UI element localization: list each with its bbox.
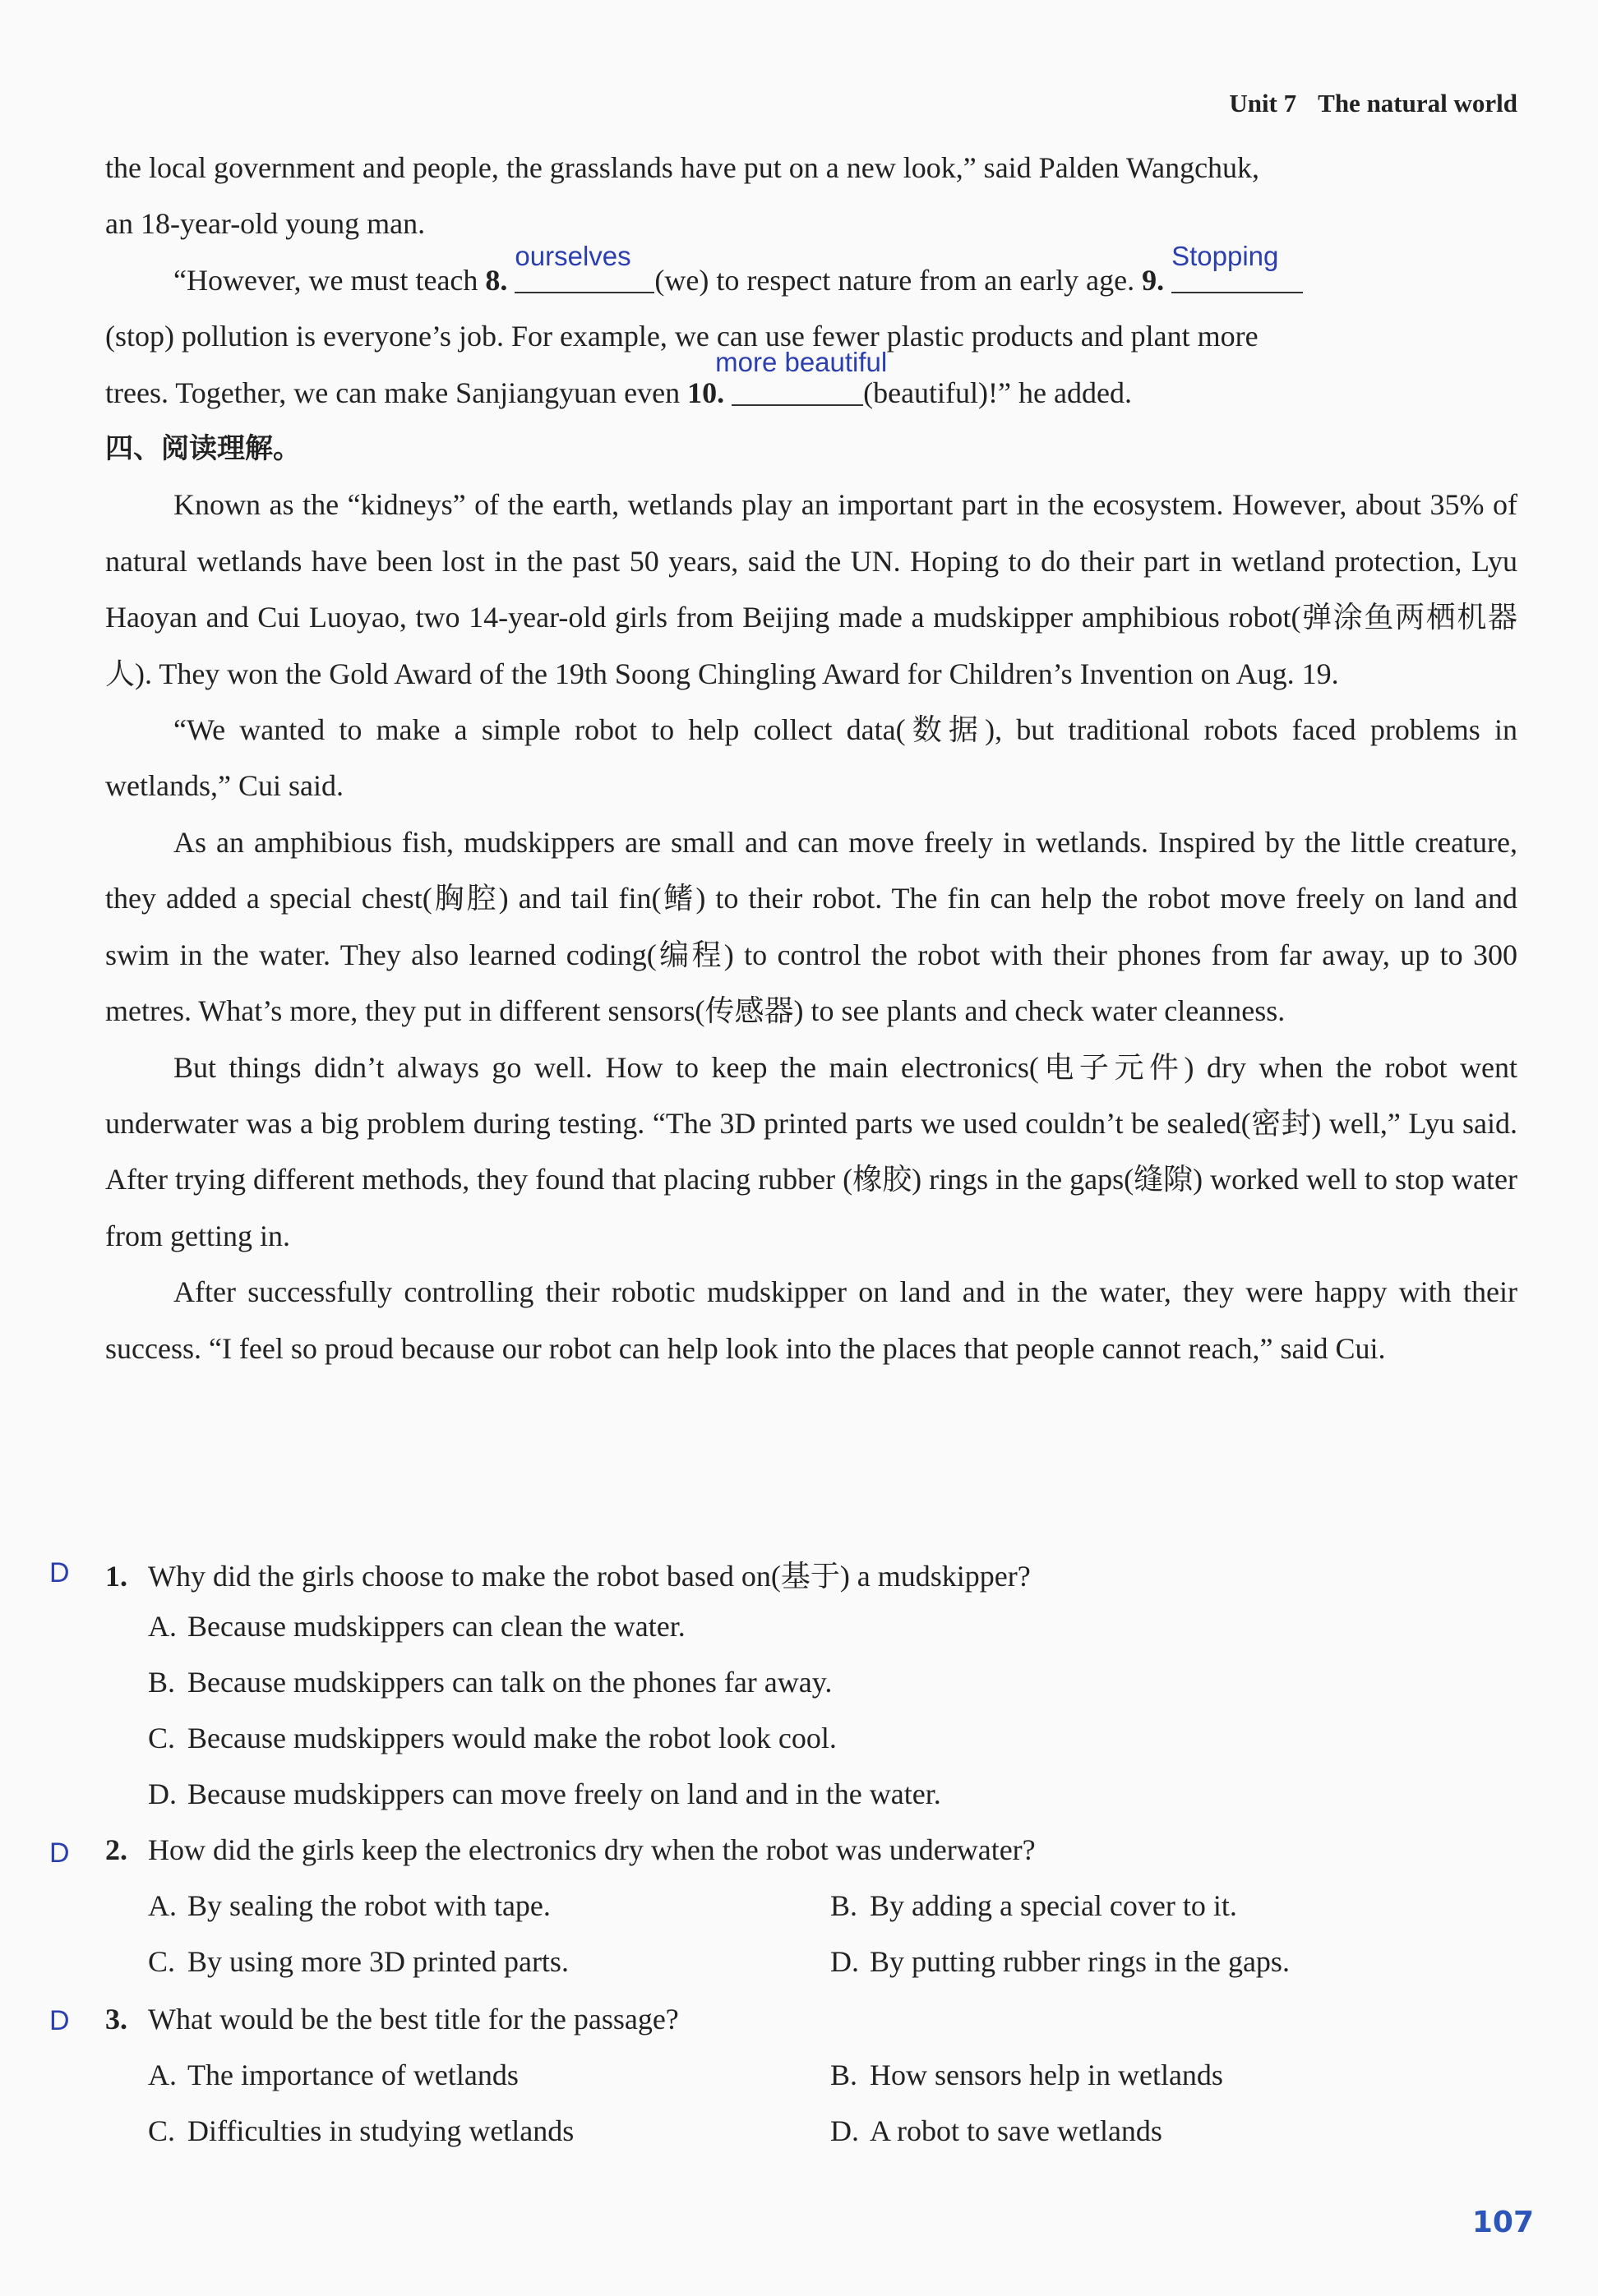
option-c: C. Difficulties in studying wetlands <box>148 2114 575 2147</box>
option-b: B. How sensors help in wetlands <box>830 2059 1223 2091</box>
question-number: 3. <box>105 2003 127 2036</box>
option-a: A. Because mudskippers can clean the water. <box>148 1610 686 1643</box>
passage-line: the local government and people, the grasslands have put on a new look,” said Palden Wangchuk, <box>105 151 1260 184</box>
page-number: 107 <box>1471 2206 1534 2239</box>
option-a: A. The importance of wetlands <box>148 2059 519 2091</box>
question-number: 8. <box>485 263 508 297</box>
question-number: 9. <box>1142 263 1165 297</box>
handwritten-answer: ourselves <box>515 241 631 272</box>
question-text: How did the girls keep the electronics dry when the robot was underwater? <box>148 1833 1036 1866</box>
answer-blank-8 <box>515 241 654 293</box>
answer-blank-9 <box>1171 241 1303 293</box>
question-number: 1. <box>105 1560 127 1593</box>
option-d: D. Because mudskippers can move freely on land and in the water. <box>148 1777 941 1810</box>
unit-title: The natural world <box>1318 89 1517 118</box>
reading-paragraph: As an amphibious fish, mudskippers are small and can move freely in wetlands. Inspired by the little creature, they added a special chest(胸腔) and tail fin(鳍) to their robot. The fin can help the robot move freely on land and swim in the water. They also learned coding(编程) to control the robot with their phones from far away, up to 300 metres. What’s more, they put in different sensors(传感器) to see plants and check water cleanness. <box>105 825 1517 1028</box>
question-number: 2. <box>105 1833 127 1866</box>
passage-line: an 18-year-old young man. <box>105 207 426 241</box>
option-b: B. By adding a special cover to it. <box>830 1889 1237 1922</box>
option-d: D. By putting rubber rings in the gaps. <box>830 1945 1290 1978</box>
answer-blank-10 <box>715 347 888 406</box>
page-header <box>1229 89 1517 118</box>
handwritten-answer: D <box>49 1837 70 1869</box>
handwritten-answer: D <box>49 1557 70 1588</box>
option-a: A. By sealing the robot with tape. <box>148 1889 551 1922</box>
section-title: 四、阅读理解。 <box>105 432 301 466</box>
passage-line-q10: trees. Together, we can make Sanjiangyuan even 10. more beautiful (beautiful)!” he added. <box>105 365 1517 421</box>
question-text: Why did the girls choose to make the robot based on(基于) a mudskipper? <box>148 1560 1031 1593</box>
reading-paragraph: After successfully controlling their robotic mudskipper on land and in the water, they were happy with their success. “I feel so proud because our robot can help look into the places that people cannot reach,” said Cui. <box>105 1275 1517 1365</box>
option-b: B. Because mudskippers can talk on the phones far away. <box>148 1666 833 1699</box>
handwritten-answer: Stopping <box>1171 241 1279 272</box>
question-number: 10. <box>687 376 725 409</box>
passage-line: (stop) pollution is everyone’s job. For example, we can use fewer plastic products and plant more <box>105 320 1259 353</box>
option-c: C. By using more 3D printed parts. <box>148 1945 569 1978</box>
handwritten-answer: more beautiful <box>715 347 888 378</box>
reading-paragraph: “We wanted to make a simple robot to help collect data(数据), but traditional robots faced problems in wetlands,” Cui said. <box>105 713 1517 803</box>
cloze-passage <box>105 140 1517 1376</box>
reading-paragraph: But things didn’t always go well. How to keep the main electronics(电子元件) dry when the robot went underwater was a big problem during testing. “The 3D printed parts we used couldn’t be sealed(密封) well,” Lyu said. After trying different methods, they found that placing rubber (橡胶) rings in the gaps(缝隙) worked well to stop water from getting in. <box>105 1050 1517 1252</box>
option-c: C. Because mudskippers would make the robot look cool. <box>148 1722 837 1754</box>
handwritten-answer: D <box>49 2005 70 2036</box>
question-text: What would be the best title for the passage? <box>148 2003 679 2036</box>
reading-paragraph: Known as the “kidneys” of the earth, wetlands play an important part in the ecosystem. However, about 35% of natural wetlands have been lost in the past 50 years, said the UN. Hoping to do their part in wetland protection, Lyu Haoyan and Cui Luoyao, two 14-year-old girls from Beijing made a mudskipper amphibious robot(弹涂鱼两栖机器人). They won the Gold Award of the 19th Soong Chingling Award for Children’s Invention on Aug. 19. <box>105 488 1517 690</box>
unit-label: Unit 7 <box>1229 89 1297 118</box>
passage-line-q8-q9: “However, we must teach 8. ourselves (we) to respect nature from an early age. 9. Stopping <box>105 252 1517 308</box>
option-d: D. A robot to save wetlands <box>830 2114 1162 2147</box>
